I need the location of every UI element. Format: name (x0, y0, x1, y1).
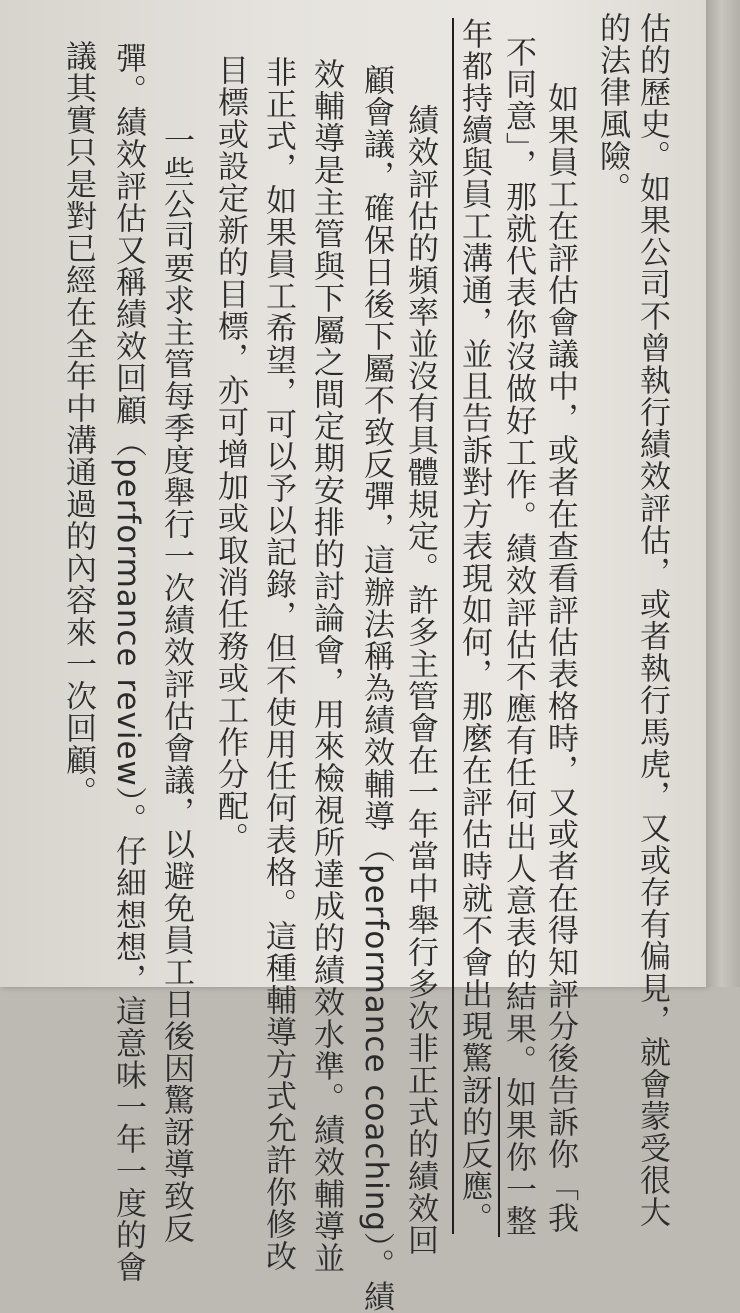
text-column-4-main: 不同意」，那就代表你沒做好工作。績效評估不應有任何出人意表的結果。 (500, 36, 536, 1077)
text-column-6: 績效評估的頻率並沒有具體規定。許多主管會在一年當中舉行多次非正式的績效回 (402, 72, 438, 1256)
text-column-9: 非正式，如果員工希望，可以予以記錄，但不使用任何表格。這種輔導方式允許你修改 (260, 56, 296, 1272)
page-edge (706, 0, 740, 987)
text-column-7: 顧會議，確保日後下屬不致反彈，這辦法稱為績效輔導（performance coaching）。績 (358, 64, 394, 1313)
text-column-3: 如果員工在評估會議中，或者在查看評估表格時，又或者在得知評分後告訴你「我 (542, 50, 578, 1234)
text-column-5-underlined: 年都持續與員工溝通，並且告訴對方表現如何，那麼在評估時就不會出現驚訝的反應。 (452, 18, 494, 1234)
text-column-1: 估的歷史。如果公司不曾執行績效評估，或者執行馬虎，又或存有偏見，就會蒙受很大 (634, 12, 670, 1228)
underlined-text: 如果你一整 (500, 1076, 536, 1237)
text-column-8: 效輔導是主管與下屬之間定期安排的討論會，用來檢視所達成的績效水準。績效輔導並 (308, 58, 344, 1274)
text-column-2: 的法律風險。 (594, 12, 630, 204)
text-column-10: 目標或設定新的目標，亦可增加或取消任務或工作分配。 (212, 54, 248, 854)
text-column-12: 彈。績效評估又稱績效回顧（performance review）。仔細想想，這意味一年一度的會 (110, 42, 146, 1284)
text-column-13: 議其實只是對已經在全年中溝通過的內容來一次回顧。 (60, 40, 96, 808)
text-column-11: 一些公司要求主管每季度舉行一次績效評估會議，以避免員工日後因驚訝導致反 (158, 92, 194, 1244)
text-column-4 (498, 36, 538, 1237)
